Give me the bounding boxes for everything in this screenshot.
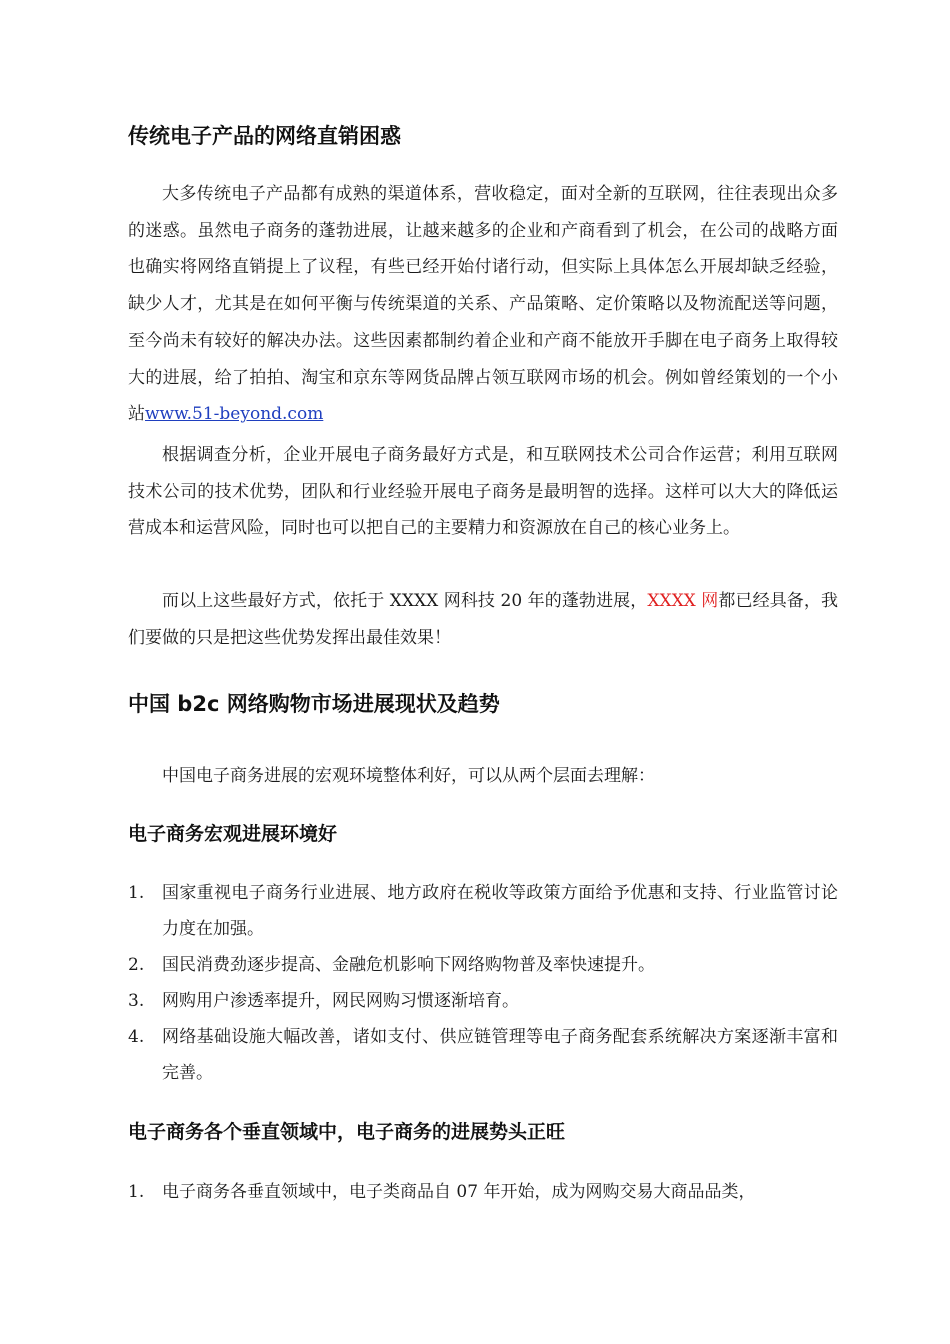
list-item-text: 国家重视电子商务行业进展、地方政府在税收等政策方面给予优惠和支持、行业监管讨论力度在加强。	[162, 883, 838, 939]
list-item-text: 网络基础设施大幅改善，诸如支付、供应链管理等电子商务配套系统解决方案逐渐丰富和完善。	[162, 1027, 838, 1083]
macro-environment-list	[128, 875, 838, 1091]
paragraph-confusion	[128, 176, 838, 433]
subsection-title-vertical-fields: 电子商务各个垂直领域中，电子商务的进展势头正旺	[128, 1121, 566, 1143]
list-item-text: 电子商务各垂直领域中，电子类商品自 07 年开始，成为网购交易大商品品类，	[162, 1182, 756, 1202]
list-item	[128, 1174, 838, 1210]
list-number: 4.	[128, 1027, 145, 1047]
paragraph-text: 而以上这些最好方式，依托于 XXXX 网科技 20 年的蓬勃进展，	[162, 591, 648, 611]
list-item-text: 国民消费劲逐步提高、金融危机影响下网络购物普及率快速提升。	[162, 955, 655, 975]
paragraph-intro: 中国电子商务进展的宏观环境整体利好，可以从两个层面去理解：	[162, 766, 655, 786]
list-item	[128, 947, 838, 983]
list-number: 1.	[128, 1182, 145, 1202]
list-item-text: 网购用户渗透率提升，网民网购习惯逐渐培育。	[162, 991, 519, 1011]
section-title-traditional-electronics: 传统电子产品的网络直销困惑	[128, 124, 401, 148]
paragraph-text: 都已经具备，我们要做的只是把这些优势发挥出最佳效果！	[128, 591, 838, 648]
paragraph-survey-analysis: 根据调查分析，企业开展电子商务最好方式是，和互联网技术公司合作运营；利用互联网技术公司的技术优势，团队和行业经验开展电子商务是最明智的选择。这样可以大大的降低运营成本和运营风险，同时也可以把自己的主要精力和资源放在自己的核心业务上。	[128, 445, 838, 539]
vertical-fields-list	[128, 1174, 838, 1210]
list-item	[128, 1019, 838, 1091]
paragraph-advantages	[128, 583, 838, 656]
list-item	[128, 875, 838, 947]
list-number: 1.	[128, 883, 145, 903]
subsection-title-macro-environment: 电子商务宏观进展环境好	[128, 823, 338, 845]
list-number: 2.	[128, 955, 145, 975]
list-number: 3.	[128, 991, 145, 1011]
paragraph-text: 大多传统电子产品都有成熟的渠道体系，营收稳定，面对全新的互联网，往往表现出众多的迷惑。虽然电子商务的蓬勃进展，让越来越多的企业和产商看到了机会，在公司的战略方面也确实将网络直销提上了议程，有些已经开始付诸行动，但实际上具体怎么开展却缺乏经验，缺少人才，尤其是在如何平衡与传统渠道的关系、产品策略、定价策略以及物流配送等问题，至今尚未有较好的解决办法。这些因素都制约着企业和产商不能放开手脚在电子商务上取得较大的进展，给了拍拍、淘宝和京东等网货品牌占领互联网市场的机会。例如曾经策划的一个小站	[128, 184, 838, 425]
section-title-b2c-market: 中国 b2c 网络购物市场进展现状及趋势	[128, 692, 500, 716]
highlighted-company-name: XXXX 网	[647, 591, 719, 611]
site-link[interactable]: www.51-beyond.com	[145, 404, 324, 425]
list-item	[128, 983, 838, 1019]
